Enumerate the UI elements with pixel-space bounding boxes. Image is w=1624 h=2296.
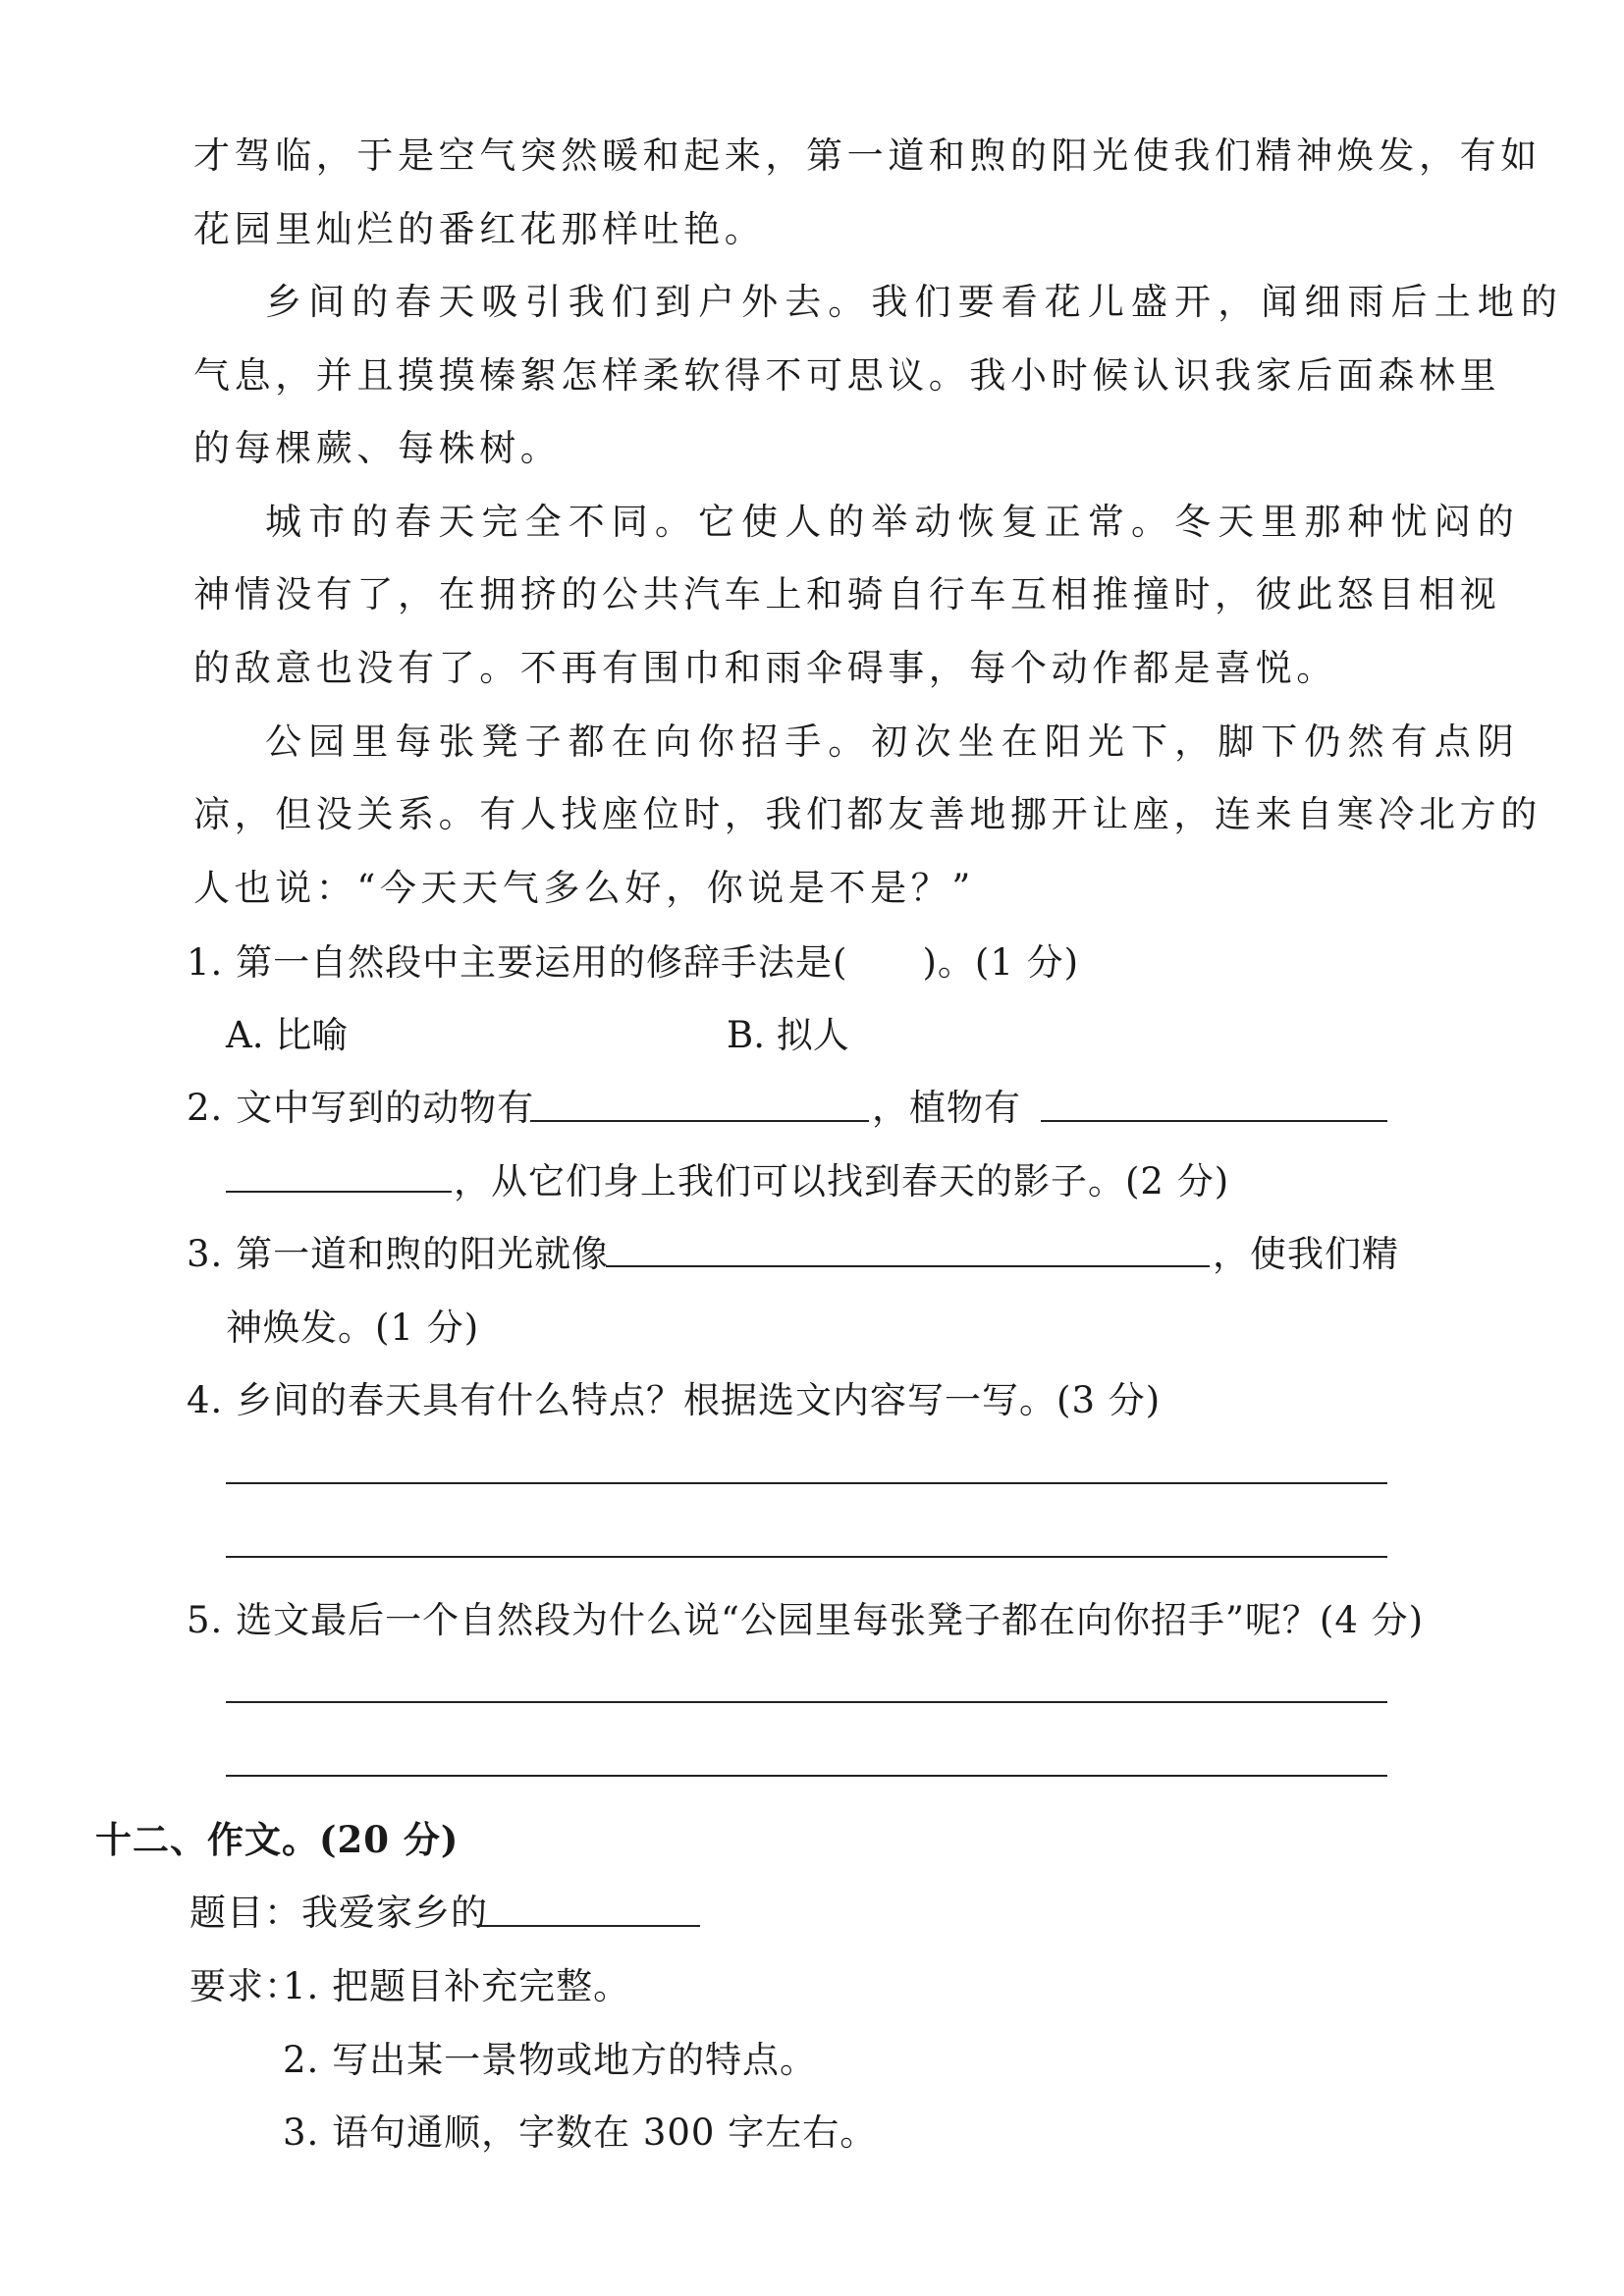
passage-line: 花园里灿烂的番红花那样吐艳。 (193, 208, 766, 250)
passage-line: 气息，并且摸摸榛絮怎样柔软得不可思议。我小时候认识我家后面森林里 (193, 354, 1501, 397)
passage-line: 神情没有了，在拥挤的公共汽车上和骑自行车互相推撞时，彼此怒目相视 (193, 573, 1501, 615)
passage-line: 公园里每张凳子都在向你招手。初次坐在阳光下，脚下仍然有点阴 (265, 721, 1521, 763)
question-4: 4. 乡间的春天具有什么特点？根据选文内容写一写。(3 分) (187, 1379, 1162, 1421)
requirement-3: 3. 语句通顺，字数在 300 字左右。 (283, 2111, 878, 2154)
question-1-score: )。(1 分) (922, 941, 1080, 984)
answer-line[interactable] (530, 1120, 869, 1122)
requirement-1: 1. 把题目补充完整。 (283, 1965, 631, 2007)
passage-line: 的敌意也没有了。不再有围巾和雨伞碍事，每个动作都是喜悦。 (193, 647, 1337, 689)
answer-line[interactable] (226, 1775, 1387, 1777)
question-5: 5. 选文最后一个自然段为什么说“公园里每张凳子都在向你招手”呢？(4 分) (187, 1599, 1425, 1641)
title-blank[interactable] (479, 1925, 700, 1927)
question-1-text: 1. 第一自然段中主要运用的修辞手法是( (187, 941, 848, 984)
answer-line[interactable] (226, 1191, 452, 1193)
passage-line: 凉，但没关系。有人找座位时，我们都友善地挪开让座，连来自寒冷北方的 (193, 793, 1542, 835)
passage-line: 城市的春天完全不同。它使人的举动恢复正常。冬天里那种忧闷的 (265, 501, 1521, 543)
question-3-part3: 神焕发。(1 分) (226, 1307, 480, 1349)
question-3-part1: 3. 第一道和煦的阳光就像 (187, 1233, 610, 1275)
question-2-part2: ，植物有 (872, 1087, 1021, 1129)
option-a: A. 比喻 (226, 1014, 349, 1056)
option-b: B. 拟人 (727, 1014, 849, 1056)
question-3-part2: ，使我们精 (1213, 1233, 1399, 1275)
question-2-part1: 2. 文中写到的动物有 (187, 1087, 535, 1129)
answer-line[interactable] (226, 1556, 1387, 1558)
requirements-label: 要求： (189, 1965, 301, 2007)
section-heading: 十二、作文。(20 分) (95, 1818, 460, 1861)
answer-line[interactable] (606, 1265, 1210, 1267)
passage-line: 才驾临，于是空气突然暖和起来，第一道和煦的阳光使我们精神焕发，有如 (193, 134, 1542, 177)
question-2-part3: ，从它们身上我们可以找到春天的影子。(2 分) (454, 1160, 1230, 1202)
passage-line: 乡间的春天吸引我们到户外去。我们要看花儿盛开，闻细雨后土地的 (265, 281, 1564, 323)
passage-line: 的每棵蕨、每株树。 (193, 427, 562, 469)
answer-line[interactable] (226, 1701, 1387, 1703)
requirement-2: 2. 写出某一景物或地方的特点。 (283, 2039, 818, 2081)
answer-line[interactable] (226, 1482, 1387, 1484)
answer-line[interactable] (1041, 1120, 1387, 1122)
question-1 (187, 941, 1080, 984)
passage-line: 人也说：“今天天气多么好，你说是不是？” (193, 867, 975, 909)
composition-title-label: 题目：我爱家乡的 (189, 1892, 488, 1934)
